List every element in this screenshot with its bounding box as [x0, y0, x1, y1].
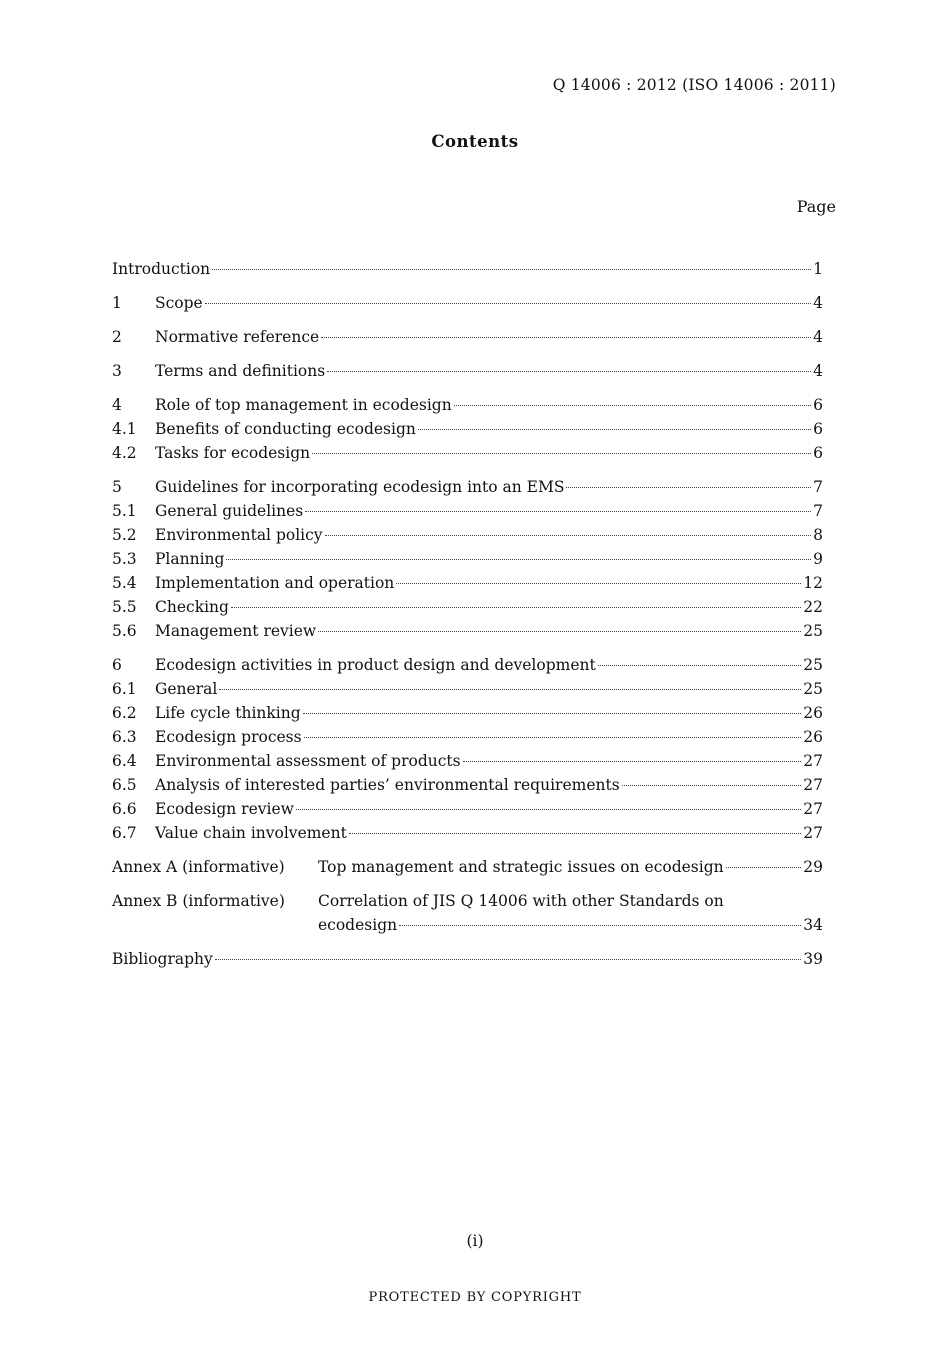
- toc-entry-title: Ecodesign review: [155, 800, 294, 818]
- toc-entry-page: 25: [803, 680, 823, 698]
- dot-leader: [296, 809, 801, 810]
- document-reference: Q 14006 : 2012 (ISO 14006 : 2011): [552, 76, 836, 94]
- toc-entry-title: Environmental policy: [155, 526, 323, 544]
- toc-entry-title: Value chain involvement: [155, 824, 347, 842]
- toc-entry-title: Top management and strategic issues on ecodesign: [318, 858, 724, 876]
- toc-entry-section-6-6[interactable]: [112, 799, 823, 823]
- toc-entry-section-4-1[interactable]: [112, 419, 823, 443]
- toc-entry-title: Life cycle thinking: [155, 704, 301, 722]
- toc-entry-number: 6.5: [112, 776, 137, 794]
- toc-entry-normative-reference[interactable]: [112, 327, 823, 351]
- dot-leader: [463, 761, 802, 762]
- dot-leader: [215, 959, 802, 960]
- dot-leader: [622, 785, 802, 786]
- toc-entry-page: 6: [813, 396, 823, 414]
- toc-entry-number: 3: [112, 362, 122, 380]
- toc-annex-label: Annex B (informative): [112, 892, 285, 910]
- toc-entry-page: 26: [803, 728, 823, 746]
- page-column-label: Page: [796, 197, 836, 216]
- toc-entry-number: 6: [112, 656, 122, 674]
- dot-leader: [231, 607, 801, 608]
- toc-entry-page: 9: [813, 550, 823, 568]
- toc-entry-title: Benefits of conducting ecodesign: [155, 420, 416, 438]
- toc-entry-section-5-1[interactable]: [112, 501, 823, 525]
- dot-leader: [318, 631, 801, 632]
- toc-entry-number: 1: [112, 294, 122, 312]
- dot-leader: [349, 833, 801, 834]
- toc-entry-number: 5: [112, 478, 122, 496]
- toc-entry-number: 5.1: [112, 502, 137, 520]
- toc-entry-title: Management review: [155, 622, 317, 640]
- toc-entry-section-6-5[interactable]: [112, 775, 823, 799]
- toc-entry-number: 6.2: [112, 704, 137, 722]
- toc-entry-page: 34: [803, 916, 823, 934]
- dot-leader: [205, 303, 811, 304]
- toc-entry-title: Ecodesign activities in product design and development: [155, 656, 596, 674]
- dot-leader: [219, 689, 801, 690]
- toc-entry-title: Ecodesign process: [155, 728, 302, 746]
- toc-entry-number: 6.7: [112, 824, 137, 842]
- dot-leader: [325, 535, 811, 536]
- toc-entry-title-line1: Correlation of JIS Q 14006 with other Standards on: [318, 892, 724, 910]
- toc-entry-page: 26: [803, 704, 823, 722]
- dot-leader: [327, 371, 811, 372]
- toc-entry-section-6-3[interactable]: [112, 727, 823, 751]
- dot-leader: [566, 487, 811, 488]
- dot-leader: [303, 713, 802, 714]
- toc-entry-number: 6.4: [112, 752, 137, 770]
- toc-entry-page: 25: [803, 622, 823, 640]
- toc-entry-title: Normative reference: [155, 328, 320, 346]
- toc-entry-number: 5.5: [112, 598, 137, 616]
- toc-entry-page: 4: [813, 328, 823, 346]
- dot-leader: [305, 511, 811, 512]
- dot-leader: [304, 737, 802, 738]
- toc-entry-title: Planning: [155, 550, 225, 568]
- toc-entry-number: 5.3: [112, 550, 137, 568]
- toc-entry-page: 4: [813, 362, 823, 380]
- toc-entry-page: 6: [813, 420, 823, 438]
- dot-leader: [726, 867, 802, 868]
- toc-entry-page: 27: [803, 752, 823, 770]
- page-title: Contents: [431, 132, 519, 151]
- toc-entry-section-5[interactable]: [112, 477, 823, 501]
- toc-entry-title: Bibliography: [112, 950, 213, 968]
- toc-entry-section-6-7[interactable]: [112, 823, 823, 847]
- toc-entry-number: 5.2: [112, 526, 137, 544]
- toc-entry-number: 6.6: [112, 800, 137, 818]
- toc-entry-number: 4: [112, 396, 122, 414]
- toc-entry-page: 7: [813, 502, 823, 520]
- toc-entry-introduction[interactable]: [112, 259, 823, 283]
- toc-entry-section-6-1[interactable]: [112, 679, 823, 703]
- toc-entry-page: 39: [803, 950, 823, 968]
- toc-entry-bibliography[interactable]: [112, 949, 823, 973]
- toc-entry-section-5-6[interactable]: [112, 621, 823, 645]
- toc-entry-page: 7: [813, 478, 823, 496]
- toc-entry-title: General: [155, 680, 218, 698]
- toc-entry-number: 6.1: [112, 680, 137, 698]
- dot-leader: [598, 665, 802, 666]
- toc-entry-page: 4: [813, 294, 823, 312]
- dot-leader: [312, 453, 811, 454]
- toc-entry-annex-b[interactable]: [112, 891, 823, 939]
- dot-leader: [212, 269, 811, 270]
- dot-leader: [454, 405, 811, 406]
- toc-entry-section-5-3[interactable]: [112, 549, 823, 573]
- toc-entry-section-6-4[interactable]: [112, 751, 823, 775]
- toc-entry-page: 29: [803, 858, 823, 876]
- toc-entry-title-line2: ecodesign: [318, 916, 398, 934]
- toc-entry-page: 27: [803, 824, 823, 842]
- toc-entry-page: 1: [813, 260, 823, 278]
- toc-entry-section-5-2[interactable]: [112, 525, 823, 549]
- toc-entry-number: 5.4: [112, 574, 137, 592]
- toc-entry-section-5-4[interactable]: [112, 573, 823, 597]
- copyright-notice: PROTECTED BY COPYRIGHT: [368, 1290, 582, 1305]
- toc-entry-title: Role of top management in ecodesign: [155, 396, 452, 414]
- toc-entry-section-4-2[interactable]: [112, 443, 823, 467]
- toc-entry-title: Guidelines for incorporating ecodesign into an EMS: [155, 478, 565, 496]
- toc-entry-title: Implementation and operation: [155, 574, 395, 592]
- toc-entry-scope[interactable]: [112, 293, 823, 317]
- toc-entry-page: 6: [813, 444, 823, 462]
- toc-entry-page: 22: [803, 598, 823, 616]
- toc-entry-title: Introduction: [112, 260, 211, 278]
- dot-leader: [396, 583, 801, 584]
- table-of-contents: [112, 259, 823, 973]
- toc-entry-terms-definitions[interactable]: [112, 361, 823, 385]
- toc-entry-number: 5.6: [112, 622, 137, 640]
- toc-entry-page: 25: [803, 656, 823, 674]
- toc-entry-title: General guidelines: [155, 502, 304, 520]
- dot-leader: [399, 925, 801, 926]
- toc-entry-number: 4.1: [112, 420, 137, 438]
- toc-entry-number: 6.3: [112, 728, 137, 746]
- toc-entry-page: 27: [803, 776, 823, 794]
- toc-entry-title: Tasks for ecodesign: [155, 444, 311, 462]
- dot-leader: [226, 559, 811, 560]
- toc-entry-section-4[interactable]: [112, 395, 823, 419]
- toc-entry-title: Scope: [155, 294, 203, 312]
- toc-entry-page: 8: [813, 526, 823, 544]
- toc-entry-title: Environmental assessment of products: [155, 752, 461, 770]
- toc-entry-page: 12: [803, 574, 823, 592]
- toc-entry-title: Terms and definitions: [155, 362, 326, 380]
- toc-entry-number: 4.2: [112, 444, 137, 462]
- toc-entry-page: 27: [803, 800, 823, 818]
- toc-annex-label: Annex A (informative): [112, 858, 285, 876]
- dot-leader: [321, 337, 811, 338]
- toc-entry-title: Analysis of interested parties’ environmental requirements: [155, 776, 620, 794]
- toc-entry-number: 2: [112, 328, 122, 346]
- page-number: (i): [466, 1232, 484, 1250]
- toc-entry-section-6[interactable]: [112, 655, 823, 679]
- toc-entry-section-5-5[interactable]: [112, 597, 823, 621]
- dot-leader: [418, 429, 811, 430]
- toc-entry-annex-a[interactable]: [112, 857, 823, 881]
- toc-entry-section-6-2[interactable]: [112, 703, 823, 727]
- toc-entry-title: Checking: [155, 598, 229, 616]
